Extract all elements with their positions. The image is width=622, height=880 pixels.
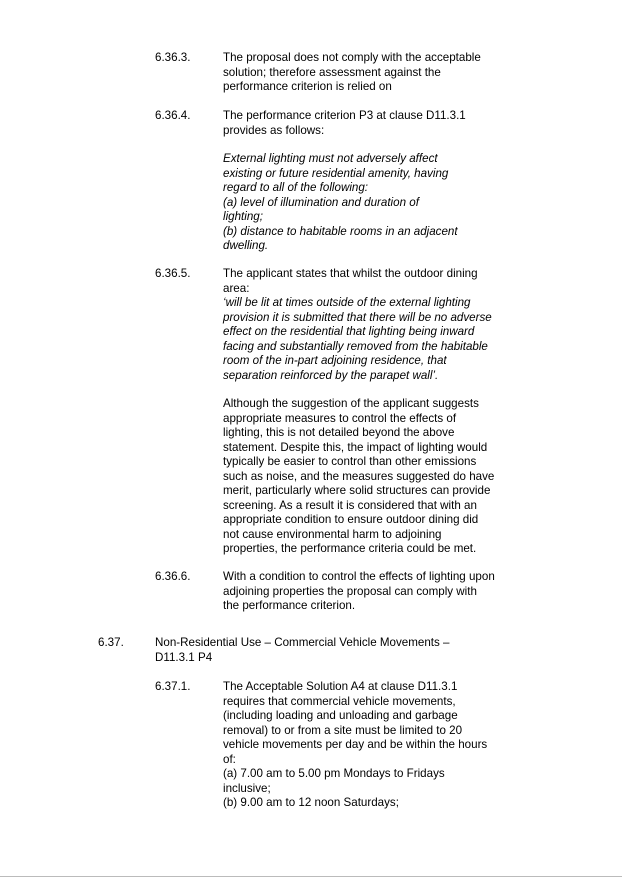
text-line: The Acceptable Solution A4 at clause D11.3.1: [223, 680, 458, 693]
quote-line: dwelling.: [223, 239, 269, 252]
text-line: vehicle movements per day and be within the hours: [223, 738, 488, 751]
text-line: The applicant states that whilst the outdoor dining: [223, 267, 478, 280]
clause-text: [223, 51, 523, 95]
text-line: typically be easier to control than other emissions: [223, 455, 477, 468]
clause-number: 6.36.4.: [155, 109, 191, 122]
text-line: not cause environmental harm to adjoining: [223, 527, 442, 541]
clause-number: 6.36.5.: [155, 267, 191, 280]
text-line: screening. As a result it is considered that with an: [223, 498, 477, 512]
text-line: appropriate measures to control the effects of: [223, 411, 457, 425]
text-line: (including loading and unloading and garbage: [223, 709, 458, 722]
clause-number: 6.37.1.: [155, 680, 191, 693]
text-line: (b) 9.00 am to 12 noon Saturdays;: [223, 796, 399, 809]
clause-number: 6.36.6.: [155, 570, 191, 583]
quote-line: lighting;: [223, 210, 263, 223]
assessment-paragraph: [223, 397, 523, 557]
heading-line: D11.3.1 P4: [155, 650, 213, 664]
text-line: performance criterion is relied on: [223, 80, 392, 93]
text-line: Although the suggestion of the applicant suggests: [223, 397, 479, 410]
text-line: solution; therefore assessment against the: [223, 65, 441, 79]
quote-line: (b) distance to habitable rooms in an adjacent: [223, 224, 458, 238]
text-line: such as noise, and the measures suggested do have: [223, 469, 495, 483]
clause-text: [223, 680, 523, 811]
text-line: properties, the performance criteria could be met.: [223, 542, 477, 555]
page-edge-divider: [0, 876, 622, 877]
quote-line: regard to all of the following:: [223, 181, 369, 194]
heading-line: Non-Residential Use – Commercial Vehicle Movements –: [155, 636, 450, 649]
text-line: the performance criterion.: [223, 599, 356, 612]
quote-line: room of the in-part adjoining residence, that: [223, 354, 447, 367]
text-line: adjoining properties the proposal can comply with: [223, 584, 477, 598]
text-line: removal) to or from a site must be limited to 20: [223, 723, 463, 737]
quote-line: External lighting must not adversely affect: [223, 152, 438, 165]
quote-line: existing or future residential amenity, having: [223, 166, 449, 180]
text-line: With a condition to control the effects of lighting upon: [223, 570, 495, 583]
text-line: area:: [223, 281, 250, 295]
text-line: inclusive;: [223, 781, 271, 795]
clause-number: 6.36.3.: [155, 51, 191, 64]
clause-text: [223, 267, 523, 296]
applicant-quote: [223, 296, 523, 383]
text-line: The proposal does not comply with the acceptable: [223, 51, 481, 64]
quoted-criterion: [223, 152, 523, 254]
section-number: 6.37.: [98, 636, 124, 649]
text-line: lighting, this is not detailed beyond the above: [223, 426, 455, 439]
text-line: requires that commercial vehicle movements,: [223, 694, 456, 708]
quote-line: (a) level of illumination and duration of: [223, 195, 419, 209]
clause-text: [223, 109, 523, 138]
text-line: provides as follows:: [223, 123, 325, 137]
text-line: of:: [223, 752, 236, 766]
text-line: The performance criterion P3 at clause D11.3.1: [223, 109, 466, 122]
text-line: statement. Despite this, the impact of lighting would: [223, 440, 488, 454]
quote-line: provision it is submitted that there will be no adverse: [223, 310, 492, 324]
quote-line: facing and substantially removed from the habitable: [223, 339, 488, 353]
text-line: appropriate condition to ensure outdoor dining did: [223, 513, 479, 526]
quote-line: ‘will be lit at times outside of the external lighting: [223, 296, 471, 309]
text-line: (a) 7.00 am to 5.00 pm Mondays to Fridays: [223, 767, 445, 780]
quote-line: effect on the residential that lighting being inward: [223, 325, 475, 338]
clause-text: [223, 570, 523, 614]
section-heading: [155, 636, 515, 665]
quote-line: separation reinforced by the parapet wall’.: [223, 368, 439, 382]
text-line: merit, particularly where solid structures can provide: [223, 484, 491, 497]
